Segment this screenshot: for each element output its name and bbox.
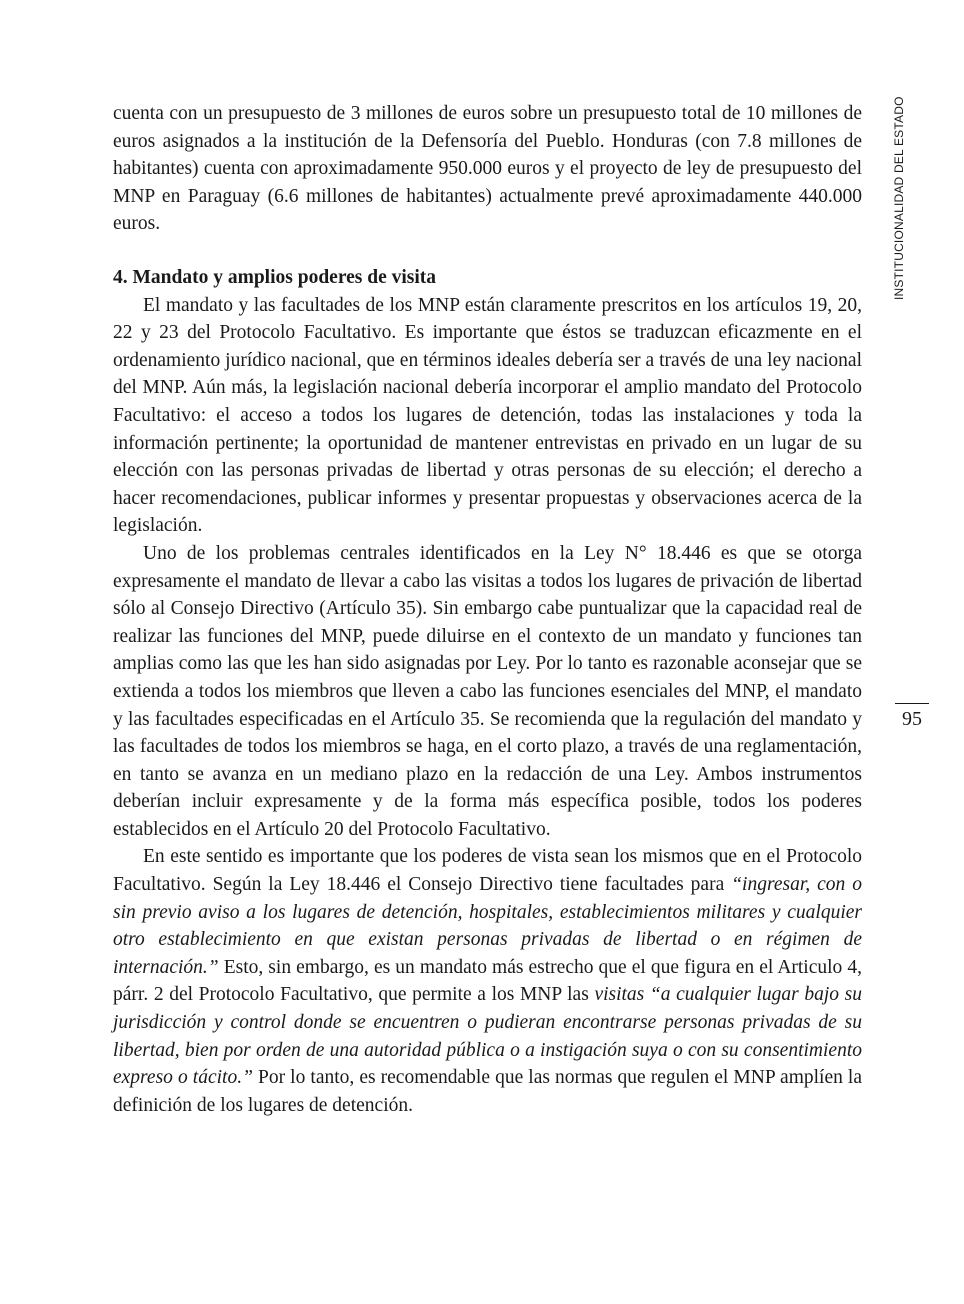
page-number: 95 <box>902 708 922 730</box>
paragraph-3-text-2: Esto, sin embargo, es un mandato más estrecho que el que figura en el Articulo 4, párr. 2 del Protocolo Facultativo, que permite a los MNP las <box>113 956 862 1006</box>
paragraph-3-text-3: Por lo tanto, es recomendable que las normas que regulen el MNP amplíen la definición de los lugares de detención. <box>113 1067 862 1116</box>
section-heading: 4. Mandato y amplios poderes de visita <box>113 267 437 288</box>
page-number-rule <box>895 703 929 704</box>
body-paragraph-1: El mandato y las facultades de los MNP están claramente prescritos en los artículos 19, 20, 22 y 23 del Protocolo Facultativo. Es importante que éstos se traduzcan eficazmente en el ordenamiento jurídico nacional, que en términos ideales debería ser a través de una ley nacional del MNP. Aún más, la legislación nacional debería incorporar el amplio mandato del Protocolo Facultativo: el acceso a todos los lugares de detención, todas las instalaciones y toda la información pertinente; la oportunidad de mantener entrevistas en privado en un lugar de su elección con las personas privadas de libertad y otras personas de su elección; el derecho a hacer recomendaciones, publicar informes y presentar propuestas y observaciones acerca de la legislación. <box>113 294 862 537</box>
paragraph-3-quote-2: visitas “a cualquier lugar bajo su jurisdicción y control donde se encuentren o pudieran encontrarse personas privadas de su libertad, bien por orden de una autoridad pública o a instigación suya o con su consentimiento expreso o tácito.” <box>113 984 862 1089</box>
intro-paragraph <box>113 100 862 238</box>
intro-paragraph-text: cuenta con un presupuesto de 3 millones de euros sobre un presupuesto total de 10 millones de euros asignados a la institución de la Defensoría del Pueblo. Honduras (con 7.8 millones de habitantes) cuenta con aproximadamente 950.000 euros y el proyecto de ley de presupuesto del MNP en Paraguay (6.6 millones de habitantes) actualmente prevé aproximadamente 440.000 euros. <box>113 103 862 235</box>
paragraph-3-text-1: En este sentido es importante que los poderes de vista sean los mismos que en el Protocolo Facultativo. Según la Ley 18.446 el Consejo Directivo tiene facultades para <box>113 846 862 896</box>
body-paragraph-3 <box>113 843 862 1119</box>
running-header: INSTITUCIONALIDAD DEL ESTADO <box>892 96 906 300</box>
body-paragraph-2: Uno de los problemas centrales identificados en la Ley N° 18.446 es que se otorga expresamente el mandato de llevar a cabo las visitas a todos los lugares de privación de libertad sólo al Consejo Directivo (Artículo 35). Sin embargo cabe puntualizar que la capacidad real de realizar las funciones del MNP, puede diluirse en el contexto de un mandato y funciones tan amplias como las que les han sido asignadas por Ley. Por lo tanto es razonable aconsejar que se extienda a todos los miembros que lleven a cabo las funciones esenciales del MNP, el mandato y las facultades especificadas en el Artículo 35. Se recomienda que la regulación del mandato y las facultades de todos los miembros se haga, en el corto plazo, a través de una reglamentación, en tanto se avanza en un mediano plazo en la redacción de una Ley. Ambos instrumentos deberían incluir expresamente y de la forma más específica posible, todos los poderes establecidos en el Artículo 20 del Protocolo Facultativo. <box>113 542 862 840</box>
paragraph-3-quote-1: “ingresar, con o sin previo aviso a los lugares de detención, hospitales, establecimientos militares y cualquier otro establecimiento en que existan personas privadas de libertad o en régimen de internación.” <box>113 874 862 978</box>
section-mandato <box>113 264 862 1119</box>
